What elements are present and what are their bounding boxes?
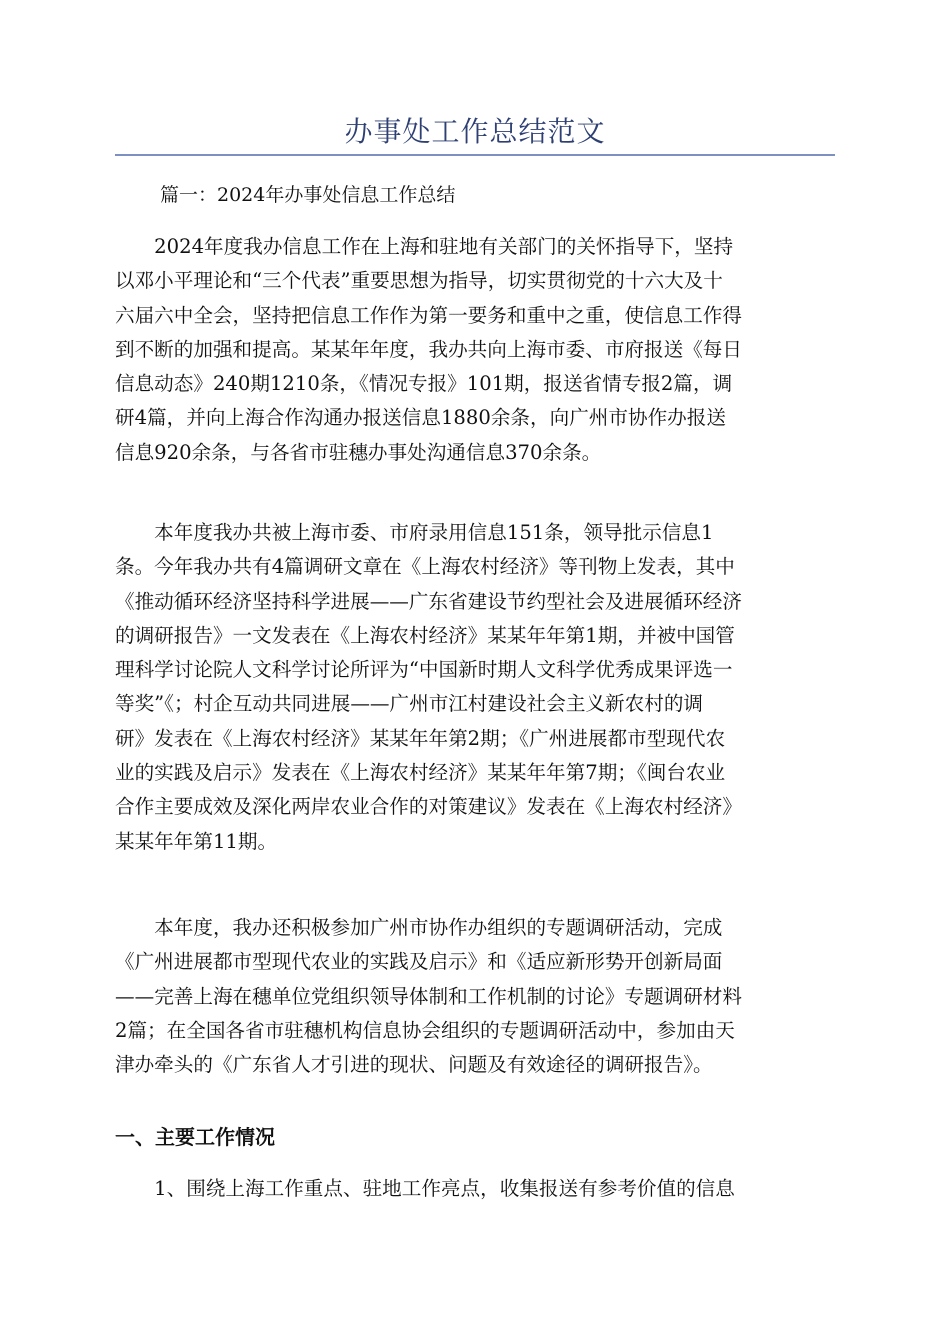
paragraph-line: 2024年度我办信息工作在上海和驻地有关部门的关怀指导下，坚持 <box>115 235 734 258</box>
paragraph-line: 1、围绕上海工作重点、驻地工作亮点，收集报送有参考价值的信息 <box>115 1177 735 1200</box>
paragraph-line: 研》发表在《上海农村经济》某某年年第2期；《广州进展都市型现代农 <box>115 726 726 750</box>
paragraph-line: 条。今年我办共有4篇调研文章在《上海农村经济》等刊物上发表，其中 <box>115 555 735 579</box>
paragraph-4 <box>115 1172 835 1206</box>
paragraph-line: 业的实践及启示》发表在《上海农村经济》某某年年第7期；《闽台农业 <box>115 761 726 785</box>
paragraph-line: 某某年年第11期。 <box>115 829 278 853</box>
paragraph-3 <box>115 911 835 1082</box>
title-underline <box>115 154 835 156</box>
section-subtitle: 篇一：2024年办事处信息工作总结 <box>160 184 456 206</box>
paragraph-line: 理科学讨论院人文科学讨论所评为“中国新时期人文科学优秀成果评选一 <box>115 658 733 682</box>
paragraph-line: 《推动循环经济坚持科学进展——广东省建设节约型社会及进展循环经济 <box>115 589 742 613</box>
paragraph-line: 信息920余条，与各省市驻穗办事处沟通信息370余条。 <box>115 440 602 464</box>
paragraph-line: 《广州进展都市型现代农业的实践及启示》和《适应新形势开创新局面 <box>115 950 723 974</box>
paragraph-line: 合作主要成效及深化两岸农业合作的对策建议》发表在《上海农村经济》 <box>115 795 742 819</box>
paragraph-line: 的调研报告》一文发表在《上海农村经济》某某年年第1期，并被中国管 <box>115 623 735 647</box>
paragraph-line: 研4篇，并向上海合作沟通办报送信息1880余条，向广州市协作办报送 <box>115 406 726 430</box>
paragraph-line: 本年度，我办还积极参加广州市协作办组织的专题调研活动，完成 <box>115 916 723 939</box>
section-heading: 一、主要工作情况 <box>115 1125 275 1149</box>
paragraph-line: 等奖”《；村企互动共同进展——广州市江村建设社会主义新农村的调 <box>115 692 704 716</box>
paragraph-line: 2篇；在全国各省市驻穗机构信息协会组织的专题调研活动中，参加由天 <box>115 1018 735 1042</box>
paragraph-1 <box>115 230 835 470</box>
paragraph-line: 津办牵头的《广东省人才引进的现状、问题及有效途径的调研报告》。 <box>115 1053 713 1077</box>
paragraph-line: 本年度我办共被上海市委、市府录用信息151条，领导批示信息1 <box>115 521 714 544</box>
document-title: 办事处工作总结范文 <box>344 115 606 148</box>
paragraph-line: ——完善上海在穗单位党组织领导体制和工作机制的讨论》专题调研材料 <box>115 984 742 1008</box>
paragraph-line: 六届六中全会，坚持把信息工作作为第一要务和重中之重，使信息工作得 <box>115 303 742 327</box>
paragraph-line: 信息动态》240期1210条，《情况专报》101期，报送省情专报2篇，调 <box>115 372 733 396</box>
paragraph-2 <box>115 516 835 859</box>
paragraph-line: 到不断的加强和提高。某某年年度，我办共向上海市委、市府报送《每日 <box>115 337 742 361</box>
paragraph-line: 以邓小平理论和“三个代表”重要思想为指导，切实贯彻党的十六大及十 <box>115 269 723 293</box>
